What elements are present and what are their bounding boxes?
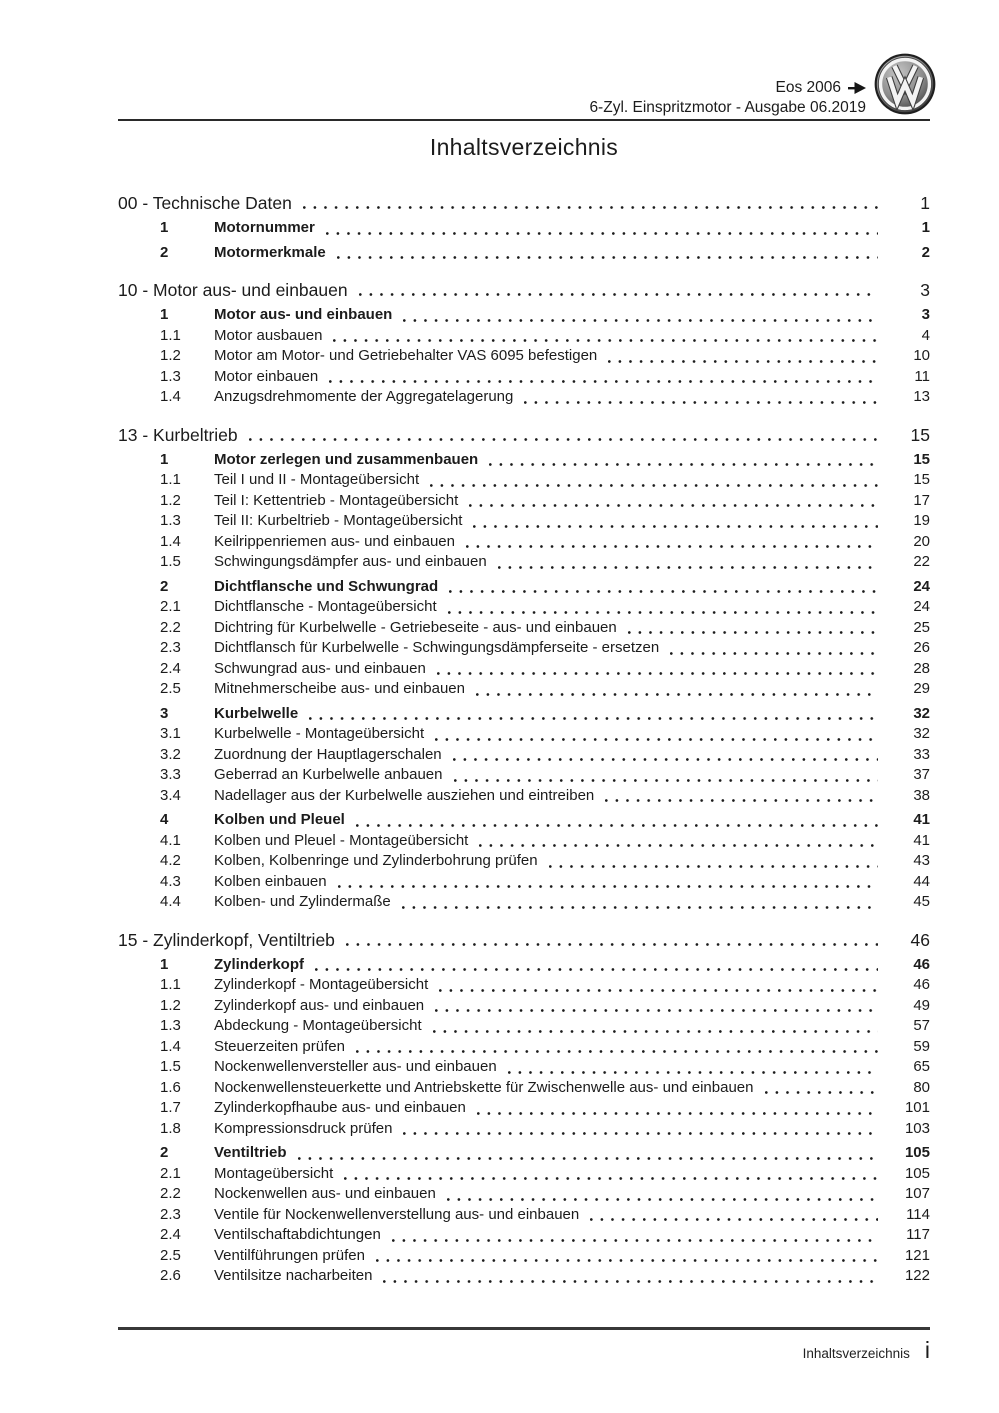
toc-entry-number: 2.5 [160, 1246, 181, 1264]
toc-entry-row [118, 552, 930, 573]
toc-entry-title: Dichtflansch für Kurbelwelle - Schwingungsdämpferseite - ersetzen [214, 639, 660, 656]
toc-entry-title: Motor ausbauen [214, 326, 323, 344]
page-footer [118, 1327, 930, 1364]
toc-entry-row [118, 243, 930, 264]
toc-entry-row [118, 1057, 930, 1078]
toc-dot-leader [449, 589, 878, 594]
toc-entry-number: 1 [160, 219, 169, 236]
toc-page-number: 4 [921, 326, 930, 344]
toc-entry-title: Kompressionsdruck prüfen [214, 1119, 393, 1137]
toc-dot-leader [298, 1156, 878, 1161]
toc-entry-row [118, 810, 930, 831]
toc-entry-number: 2.1 [160, 598, 181, 615]
toc-entry-number: 3 [160, 704, 169, 722]
toc-entry-title: Kolben einbauen [214, 872, 327, 890]
toc-dot-leader [344, 1176, 878, 1181]
toc-page-number: 26 [913, 639, 930, 656]
toc-dot-leader [439, 988, 878, 993]
toc-dot-leader [249, 437, 878, 442]
toc-page-number: 2 [921, 243, 930, 261]
toc-chapter-row [118, 192, 930, 214]
toc-dot-leader [590, 1217, 878, 1222]
vw-logo [874, 53, 936, 115]
toc-entry-title: Kurbelwelle - Montageübersicht [214, 725, 425, 742]
toc-entry-number: 1.5 [160, 553, 181, 570]
toc-dot-leader [403, 318, 878, 323]
toc-entry-row [118, 659, 930, 680]
toc-page-number: 101 [904, 1099, 930, 1116]
toc-entry-row [118, 1119, 930, 1140]
toc-page-number: 59 [913, 1037, 930, 1055]
toc-entry-row [118, 765, 930, 786]
toc-entry-number: 1 [160, 306, 169, 323]
toc-dot-leader [430, 483, 878, 488]
toc-entry-title: Zuordnung der Hauptlagerschalen [214, 745, 442, 763]
toc-entry-title: Montageübersicht [214, 1164, 334, 1182]
toc-dot-leader [403, 1131, 878, 1136]
toc-entry-title: Dichtflansche - Montageübersicht [214, 598, 437, 615]
toc-page-number: 41 [913, 811, 930, 828]
toc-page-number: 37 [913, 766, 930, 783]
toc-dot-leader [670, 651, 878, 656]
toc-entry-number: 4.3 [160, 872, 181, 890]
toc-entry-title: Motornummer [214, 219, 315, 236]
toc-entry-number: 2 [160, 577, 169, 595]
toc-entry-row [118, 704, 930, 725]
header-text [589, 78, 866, 118]
toc-entry-title: Mitnehmerscheibe aus- und einbauen [214, 680, 465, 697]
toc-page-number: 22 [913, 553, 930, 570]
toc-dot-leader [489, 462, 878, 467]
toc-dot-leader [469, 503, 878, 508]
toc-entry-title: Ventiltrieb [214, 1144, 287, 1161]
toc-entry-title: Nockenwellen aus- und einbauen [214, 1185, 436, 1202]
toc-page-number: 13 [913, 388, 930, 405]
toc-entry-title: Nadellager aus der Kurbelwelle ausziehen und eintreiben [214, 786, 595, 804]
toc-dot-leader [383, 1279, 878, 1284]
toc-entry-row [118, 511, 930, 532]
toc-entry-title: Kurbelwelle [214, 704, 299, 722]
toc-entry-row [118, 491, 930, 512]
toc-entry-row [118, 1098, 930, 1119]
toc-entry-row [118, 851, 930, 872]
toc-dot-leader [549, 864, 878, 869]
toc-page-number: 19 [913, 512, 930, 529]
toc-entry-number: 1.2 [160, 996, 181, 1014]
toc [118, 176, 930, 1287]
toc-entry-row [118, 872, 930, 893]
toc-page-number: 105 [904, 1164, 930, 1182]
toc-dot-leader [338, 884, 878, 889]
toc-entry-number: 1.2 [160, 347, 181, 364]
toc-page-number: 46 [913, 955, 930, 973]
toc-entry-row [118, 305, 930, 326]
toc-entry-number: 2.4 [160, 1226, 181, 1243]
toc-entry-number: 4 [160, 811, 169, 828]
toc-dot-leader [454, 778, 879, 783]
toc-entry-row [118, 1078, 930, 1099]
toc-entry-row [118, 975, 930, 996]
toc-entry-number: 2.1 [160, 1164, 181, 1182]
edition-line: 6-Zyl. Einspritzmotor - Ausgabe 06.2019 [589, 99, 866, 116]
toc-page-number: 103 [904, 1119, 930, 1137]
toc-entry-number: 1 [160, 450, 169, 468]
toc-entry-row [118, 346, 930, 367]
toc-chapter-row [118, 929, 930, 951]
toc-page-number: 15 [913, 471, 930, 488]
toc-entry-row [118, 996, 930, 1017]
toc-chapter-row [118, 279, 930, 301]
toc-dot-leader [356, 823, 878, 828]
toc-chapter-label: 00 - Technische Daten [118, 193, 292, 213]
toc-dot-leader [437, 671, 878, 676]
toc-entry-title: Motormerkmale [214, 243, 326, 261]
toc-entry-number: 1.3 [160, 367, 181, 385]
toc-dot-leader [315, 967, 878, 972]
toc-entry-number: 1.1 [160, 976, 181, 993]
toc-page-number: 32 [913, 704, 930, 722]
toc-dot-leader [448, 610, 878, 615]
toc-entry-row [118, 892, 930, 913]
toc-page-number: 80 [913, 1078, 930, 1096]
toc-entry-row [118, 1266, 930, 1287]
toc-entry-title: Dichtring für Kurbelwelle - Getriebeseite - aus- und einbauen [214, 618, 617, 636]
toc-entry-title: Keilrippenriemen aus- und einbauen [214, 532, 455, 550]
toc-entry-number: 3.3 [160, 766, 181, 783]
toc-entry-row [118, 450, 930, 471]
toc-entry-row [118, 470, 930, 491]
toc-page-number: 1 [921, 219, 930, 236]
page-title: Inhaltsverzeichnis [429, 134, 619, 160]
toc-entry-title: Zylinderkopfhaube aus- und einbauen [214, 1099, 466, 1116]
toc-page-number: 24 [913, 598, 930, 615]
toc-dot-leader [435, 1008, 878, 1013]
toc-dot-leader [524, 400, 878, 405]
toc-entry-number: 1.8 [160, 1119, 181, 1137]
toc-entry-row [118, 786, 930, 807]
toc-entry-number: 4.2 [160, 852, 181, 869]
page-header [118, 0, 930, 121]
toc-dot-leader [356, 1049, 878, 1054]
toc-dot-leader [628, 630, 878, 635]
toc-entry-title: Motor einbauen [214, 367, 319, 385]
toc-entry-row [118, 1037, 930, 1058]
toc-entry-number: 1.6 [160, 1078, 181, 1096]
toc-entry-number: 1.5 [160, 1058, 181, 1075]
toc-page-number: 117 [906, 1226, 930, 1243]
toc-page-number: 3 [921, 306, 930, 323]
toc-entry-number: 3.2 [160, 745, 181, 763]
toc-entry-title: Ventilschaftabdichtungen [214, 1226, 381, 1243]
toc-page-number: 46 [910, 929, 930, 950]
toc-entry-row [118, 1184, 930, 1205]
toc-page-number: 29 [913, 680, 930, 697]
toc-entry-number: 2 [160, 1144, 169, 1161]
toc-entry-title: Dichtflansche und Schwungrad [214, 577, 439, 595]
model-label: Eos 2006 [775, 79, 841, 96]
toc-page-number: 17 [913, 491, 930, 509]
toc-entry-row [118, 724, 930, 745]
toc-dot-leader [329, 379, 878, 384]
toc-entry-title: Ventile für Nockenwellenverstellung aus- und einbauen [214, 1205, 580, 1223]
toc-page-number: 15 [913, 450, 930, 468]
footer-content [118, 1330, 930, 1364]
toc-page-number: 43 [913, 852, 930, 869]
toc-entry-number: 1.3 [160, 1017, 181, 1034]
toc-entry-row [118, 679, 930, 700]
toc-entry-row [118, 532, 930, 553]
toc-entry-number: 1.1 [160, 326, 181, 344]
toc-entry-row [118, 1143, 930, 1164]
toc-entry-title: Abdeckung - Montageübersicht [214, 1017, 422, 1034]
toc-page-number: 65 [913, 1058, 930, 1075]
toc-entry-row [118, 1164, 930, 1185]
toc-page-number: 25 [913, 618, 930, 636]
toc-dot-leader [479, 843, 878, 848]
toc-page-number: 33 [913, 745, 930, 763]
toc-page-number: 105 [904, 1144, 930, 1161]
toc-entry-title: Teil I: Kettentrieb - Montageübersicht [214, 491, 459, 509]
toc-page-number: 28 [913, 659, 930, 677]
toc-entry-number: 1.4 [160, 1037, 181, 1055]
toc-page-number: 32 [913, 725, 930, 742]
toc-dot-leader [765, 1090, 879, 1095]
toc-entry-row [118, 1016, 930, 1037]
toc-entry-title: Zylinderkopf [214, 955, 305, 973]
toc-dot-leader [477, 1111, 878, 1116]
toc-page-number: 1 [920, 193, 930, 213]
toc-dot-leader [508, 1070, 878, 1075]
toc-entry-title: Zylinderkopf - Montageübersicht [214, 976, 429, 993]
toc-entry-row [118, 638, 930, 659]
toc-entry-number: 2.4 [160, 659, 181, 677]
toc-entry-number: 4.4 [160, 893, 181, 910]
toc-dot-leader [435, 737, 878, 742]
toc-entry-number: 2 [160, 243, 169, 261]
toc-entry-number: 1.3 [160, 512, 181, 529]
toc-dot-leader [376, 1258, 878, 1263]
toc-dot-leader [608, 359, 878, 364]
model-line [589, 78, 866, 98]
toc-entry-title: Kolben und Pleuel [214, 811, 345, 828]
toc-entry-title: Nockenwellenversteller aus- und einbauen [214, 1058, 497, 1075]
toc-dot-leader [346, 942, 878, 947]
toc-page-number: 121 [904, 1246, 930, 1264]
toc-dot-leader [309, 716, 878, 721]
toc-entry-title: Ventilsitze nacharbeiten [214, 1267, 373, 1284]
toc-entry-title: Motor am Motor- und Getriebehalter VAS 6095 befestigen [214, 347, 598, 364]
toc-page-number: 41 [913, 831, 930, 849]
toc-entry-title: Steuerzeiten prüfen [214, 1037, 345, 1055]
toc-entry-title: Teil II: Kurbeltrieb - Montageübersicht [214, 512, 463, 529]
toc-dot-leader [326, 231, 878, 236]
footer-page-number: i [924, 1337, 930, 1363]
toc-page-number: 114 [906, 1205, 930, 1223]
toc-entry-number: 1.4 [160, 532, 181, 550]
toc-entry-title: Geberrad an Kurbelwelle anbauen [214, 766, 443, 783]
toc-entry-number: 2.3 [160, 1205, 181, 1223]
toc-entry-title: Motor zerlegen und zusammenbauen [214, 450, 479, 468]
toc-page-number: 15 [910, 424, 930, 445]
toc-page-number: 24 [913, 577, 930, 595]
toc-chapter-label: 13 - Kurbeltrieb [118, 424, 238, 445]
toc-entry-number: 3.1 [160, 725, 181, 742]
toc-entry-row [118, 745, 930, 766]
toc-page-number: 46 [913, 976, 930, 993]
toc-page-number: 11 [914, 367, 930, 385]
toc-entry-row [118, 387, 930, 408]
toc-dot-leader [359, 292, 878, 297]
toc-dot-leader [498, 565, 878, 570]
toc-entry-number: 1.1 [160, 471, 181, 488]
toc-entry-title: Ventilführungen prüfen [214, 1246, 365, 1264]
toc-page-number: 45 [913, 893, 930, 910]
toc-entry-number: 1.2 [160, 491, 181, 509]
toc-chapter-label: 15 - Zylinderkopf, Ventiltrieb [118, 929, 335, 950]
toc-entry-title: Schwungrad aus- und einbauen [214, 659, 426, 677]
toc-entry-row [118, 831, 930, 852]
toc-entry-title: Kolben- und Zylindermaße [214, 893, 391, 910]
toc-page-number: 10 [913, 347, 930, 364]
toc-entry-number: 2.3 [160, 639, 181, 656]
toc-entry-row [118, 1225, 930, 1246]
toc-chapter-row [118, 424, 930, 446]
toc-entry-number: 2.2 [160, 1185, 181, 1202]
toc-entry-number: 4.1 [160, 831, 181, 849]
toc-entry-row [118, 367, 930, 388]
arrow-right-icon [848, 82, 866, 94]
toc-page-number: 122 [904, 1267, 930, 1284]
toc-entry-number: 2.5 [160, 680, 181, 697]
toc-page-number: 20 [913, 532, 930, 550]
toc-entry-row [118, 577, 930, 598]
toc-dot-leader [337, 255, 878, 260]
toc-entry-title: Zylinderkopf aus- und einbauen [214, 996, 425, 1014]
toc-entry-row [118, 1205, 930, 1226]
toc-dot-leader [447, 1197, 878, 1202]
toc-page-number: 107 [904, 1185, 930, 1202]
toc-dot-leader [605, 798, 878, 803]
toc-entry-row [118, 218, 930, 239]
toc-entry-row [118, 955, 930, 976]
toc-page-number: 57 [913, 1017, 930, 1034]
toc-dot-leader [402, 905, 878, 910]
toc-page-number: 49 [913, 996, 930, 1014]
toc-entry-title: Teil I und II - Montageübersicht [214, 471, 420, 488]
toc-page-number: 38 [913, 786, 930, 804]
toc-entry-row [118, 1246, 930, 1267]
toc-entry-number: 1.7 [160, 1099, 181, 1116]
toc-entry-title: Anzugsdrehmomente der Aggregatelagerung [214, 388, 514, 405]
toc-entry-row [118, 618, 930, 639]
toc-page-number: 3 [920, 280, 930, 300]
toc-entry-row [118, 326, 930, 347]
toc-entry-title: Schwingungsdämpfer aus- und einbauen [214, 553, 487, 570]
toc-entry-title: Motor aus- und einbauen [214, 306, 393, 323]
toc-entry-title: Kolben, Kolbenringe und Zylinderbohrung prüfen [214, 852, 538, 869]
toc-dot-leader [466, 544, 878, 549]
toc-entry-row [118, 597, 930, 618]
toc-dot-leader [473, 524, 878, 529]
toc-chapter-label: 10 - Motor aus- und einbauen [118, 280, 348, 300]
toc-dot-leader [392, 1238, 878, 1243]
toc-entry-number: 2.2 [160, 618, 181, 636]
toc-dot-leader [476, 692, 878, 697]
toc-page-number: 44 [913, 872, 930, 890]
toc-dot-leader [433, 1029, 878, 1034]
toc-dot-leader [453, 757, 878, 762]
toc-entry-title: Nockenwellensteuerkette und Antriebskette für Zwischenwelle aus- und einbauen [214, 1078, 754, 1096]
footer-label: Inhaltsverzeichnis [802, 1346, 910, 1361]
toc-entry-title: Kolben und Pleuel - Montageübersicht [214, 831, 469, 849]
toc-entry-number: 1.4 [160, 388, 181, 405]
toc-entry-number: 3.4 [160, 786, 181, 804]
toc-dot-leader [333, 338, 878, 343]
toc-entry-number: 1 [160, 955, 169, 973]
toc-dot-leader [303, 205, 878, 210]
toc-entry-number: 2.6 [160, 1267, 181, 1284]
